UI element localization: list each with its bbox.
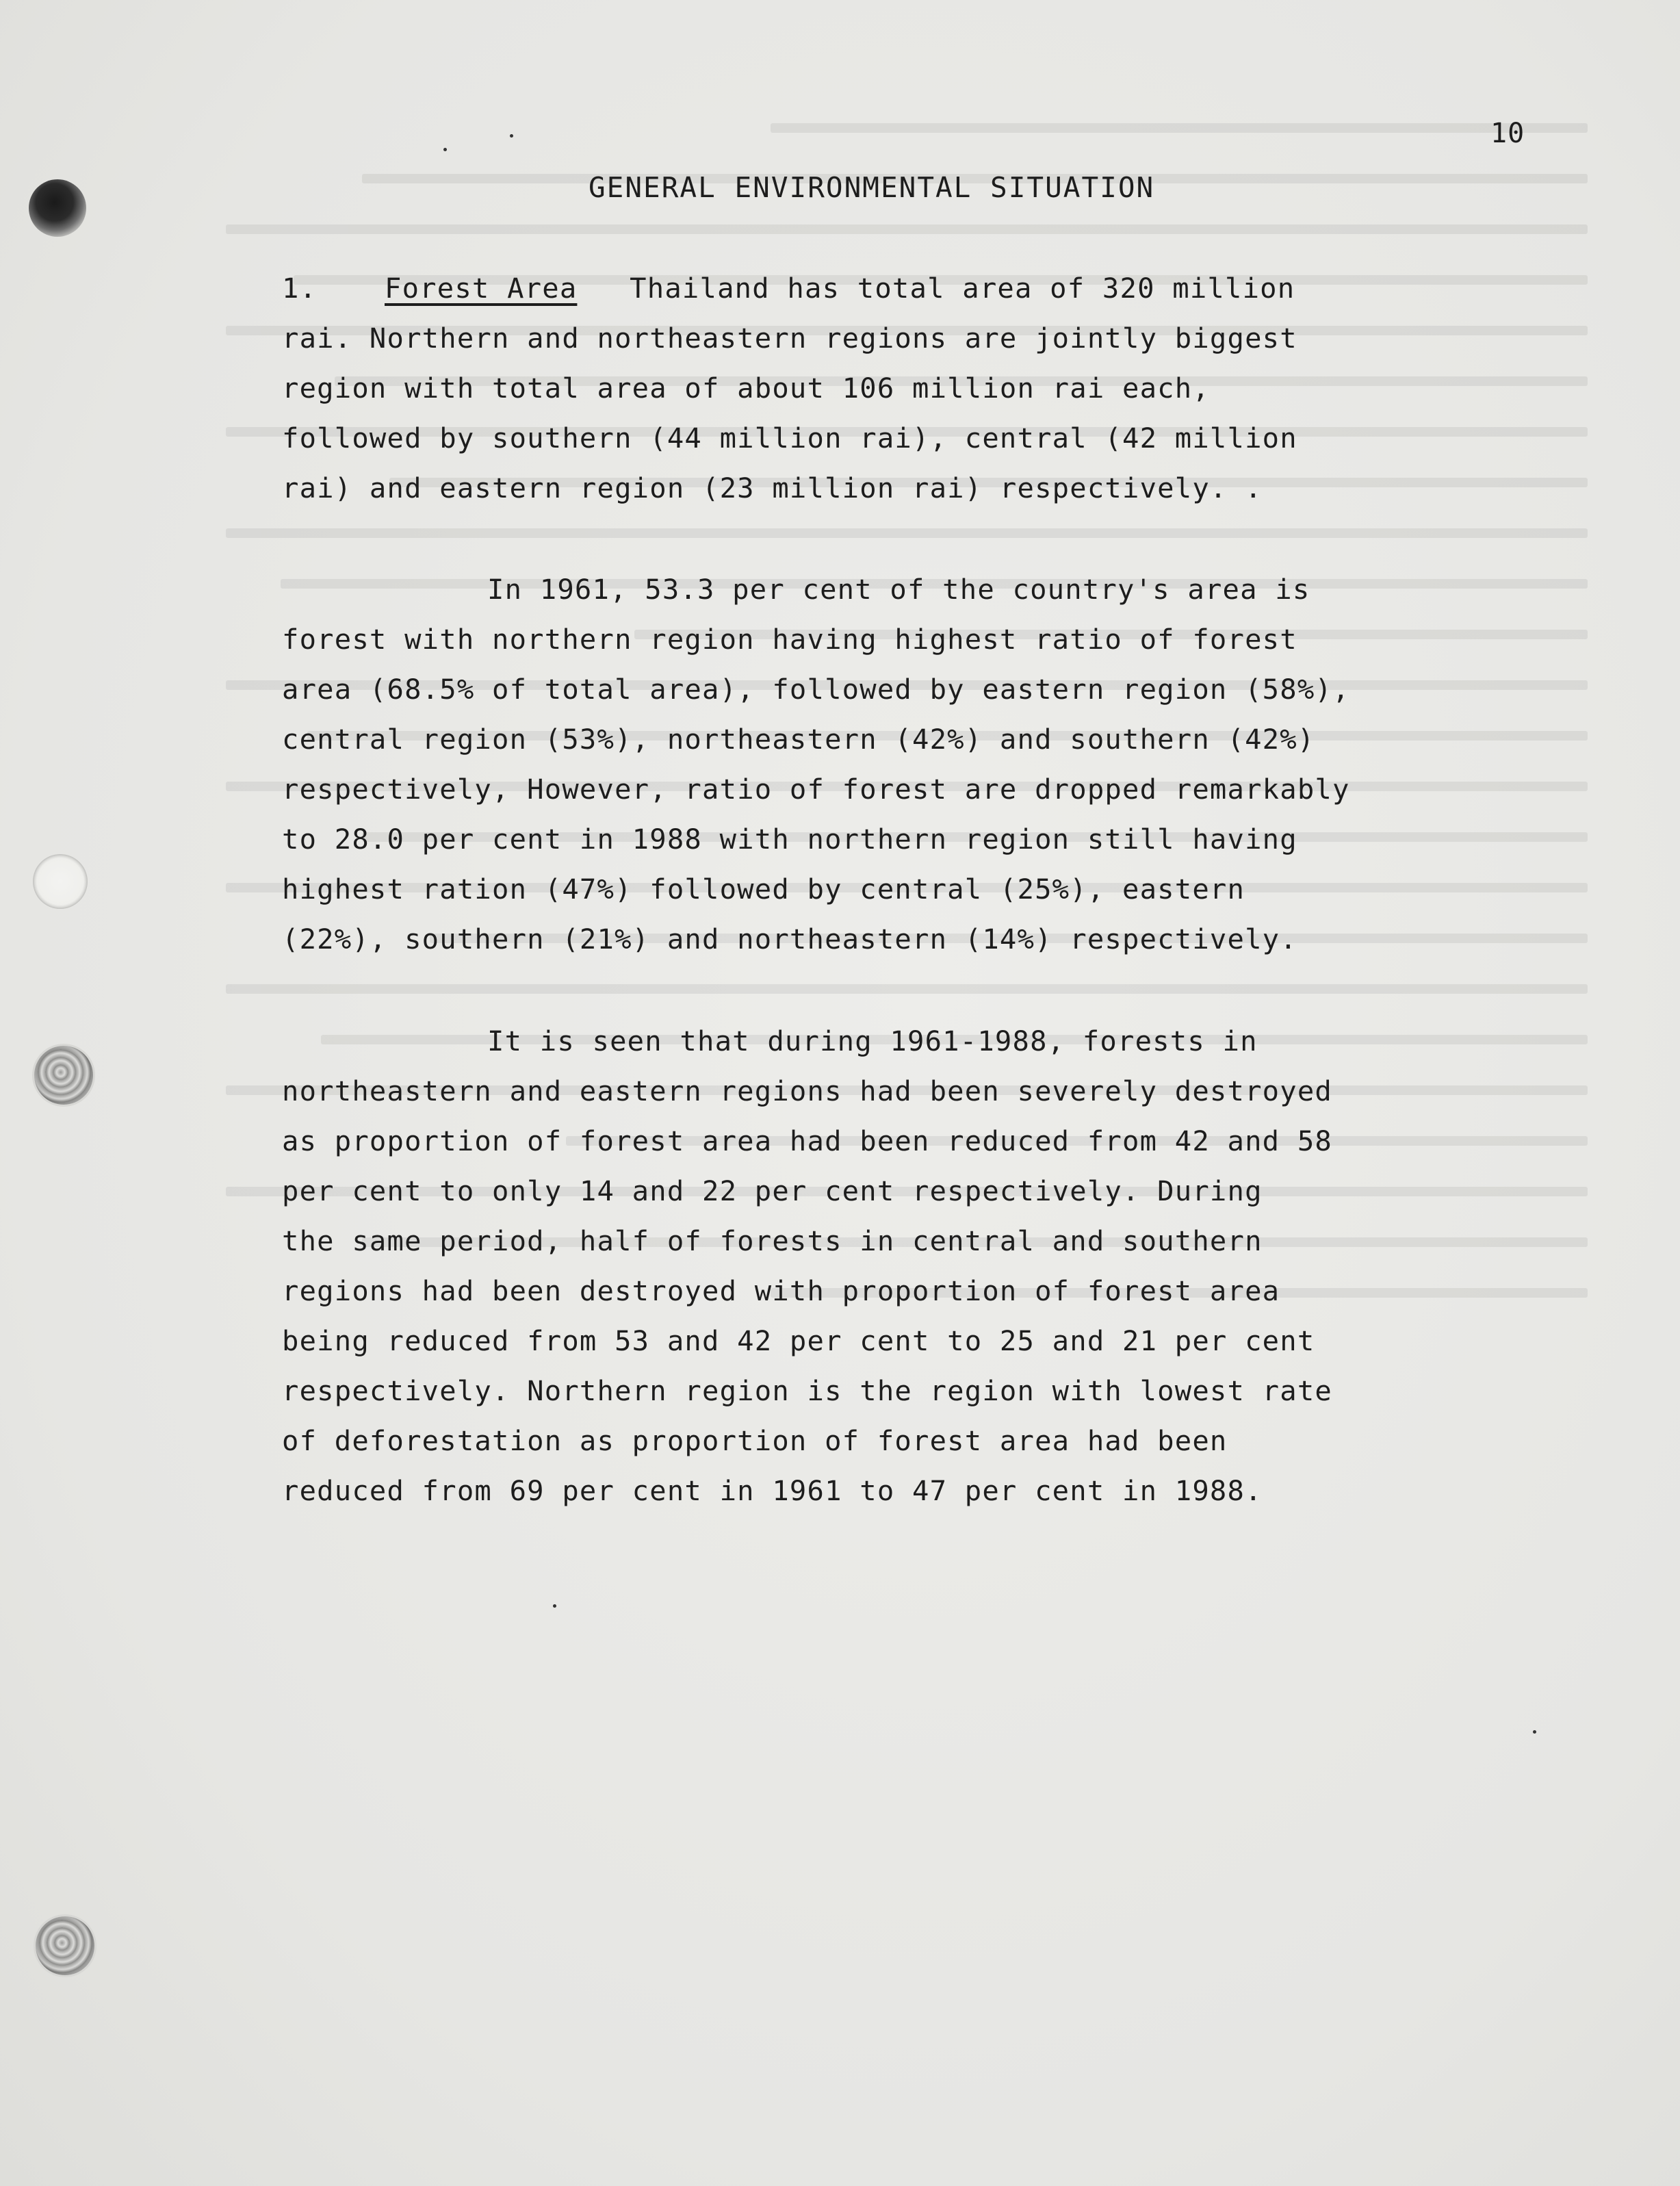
page-number: 10 [1490, 118, 1525, 149]
text-line: followed by southern (44 million rai), central (42 million [282, 422, 1297, 454]
text-line: being reduced from 53 and 42 per cent to 25 and 21 per cent [282, 1324, 1315, 1357]
text-line-first: In 1961, 53.3 per cent of the country's area is [487, 573, 1310, 606]
binder-hole-metal [36, 1916, 94, 1975]
text-line: rai. Northern and northeastern regions are jointly biggest [282, 322, 1297, 355]
paragraph-forest-area-intro [282, 263, 1534, 513]
text-line: northeastern and eastern regions had been severely destroyed [282, 1075, 1332, 1107]
paper-speck [1533, 1730, 1536, 1734]
text-line: forest with northern region having highest ratio of forest [282, 623, 1297, 656]
text-line: respectively. Northern region is the region with lowest rate [282, 1374, 1332, 1407]
paper-speck [553, 1604, 556, 1608]
text-line: as proportion of forest area had been reduced from 42 and 58 [282, 1124, 1332, 1157]
text-line: regions had been destroyed with proportion of forest area [282, 1274, 1280, 1307]
binder-hole-light [33, 854, 88, 909]
text-line: the same period, half of forests in central and southern [282, 1224, 1263, 1257]
binder-hole-metal [34, 1046, 93, 1105]
binder-hole-dark [29, 179, 86, 237]
text-line [282, 565, 1534, 615]
text-line: to 28.0 per cent in 1988 with northern region still having [282, 823, 1297, 856]
text-line: central region (53%), northeastern (42%) and southern (42%) [282, 723, 1315, 756]
section-heading: Forest Area [385, 272, 578, 305]
page-title: GENERAL ENVIRONMENTAL SITUATION [589, 171, 1155, 204]
text-line [282, 1016, 1534, 1066]
paragraph-deforestation [282, 1016, 1534, 1516]
text-line: reduced from 69 per cent in 1961 to 47 per cent in 1988. [282, 1474, 1263, 1507]
text-line: area (68.5% of total area), followed by eastern region (58%), [282, 673, 1350, 706]
text-line: of deforestation as proportion of forest area had been [282, 1424, 1228, 1457]
section-number: 1. [282, 272, 318, 305]
paper-speck [443, 148, 447, 151]
section-first-line: Thailand has total area of 320 million [630, 272, 1295, 305]
text-line: (22%), southern (21%) and northeastern (14%) respectively. [282, 923, 1297, 955]
section-heading-line [282, 263, 1534, 313]
text-line: per cent to only 14 and 22 per cent respectively. During [282, 1174, 1263, 1207]
paper-speck [510, 134, 513, 138]
text-line: rai) and eastern region (23 million rai) respectively. . [282, 472, 1263, 504]
text-line: region with total area of about 106 million rai each, [282, 372, 1210, 404]
text-line: highest ration (47%) followed by central (25%), eastern [282, 873, 1245, 905]
paragraph-forest-ratio [282, 565, 1534, 964]
text-line: respectively, However, ratio of forest are dropped remarkably [282, 773, 1350, 806]
text-line-first: It is seen that during 1961-1988, forests in [487, 1025, 1258, 1057]
